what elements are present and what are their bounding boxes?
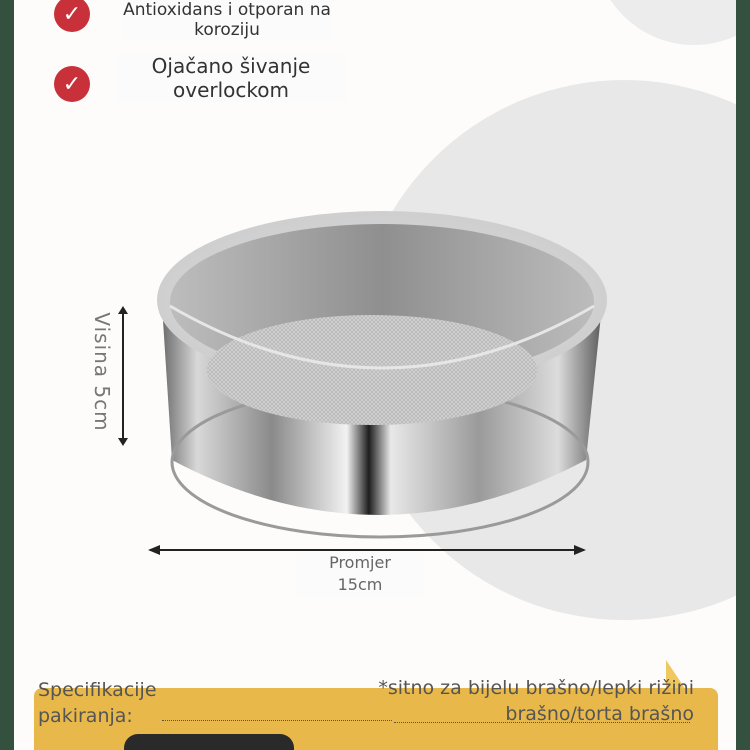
check-icon: ✓ (54, 0, 90, 32)
spec-dotted-line (394, 722, 690, 723)
feature-overlock (54, 54, 311, 102)
height-label: Visina 5cm (90, 312, 114, 432)
diameter-label-value: 15cm (337, 575, 383, 595)
bottom-text-fragment (354, 742, 684, 750)
feature-text: Antioxidans i otporan na koroziju (123, 0, 331, 41)
sieve-image (144, 200, 614, 550)
diameter-dimension-line (150, 549, 584, 551)
spec-value: *sitno za bijelu brašno/lepki rižini brašno/torta brašno (378, 677, 694, 725)
decor-blob-top (594, 0, 736, 45)
feature-corrosion (54, 0, 331, 41)
height-dimension-line (122, 308, 124, 444)
diameter-label (296, 552, 424, 597)
feature-text: Ojačano šivanje overlockom (116, 54, 346, 102)
bottom-badge (124, 734, 294, 750)
spec-label: Specifikacije pakiranja: (38, 679, 157, 727)
product-panel (14, 0, 736, 750)
diameter-label-title: Promjer (329, 553, 391, 572)
check-icon: ✓ (54, 66, 90, 102)
